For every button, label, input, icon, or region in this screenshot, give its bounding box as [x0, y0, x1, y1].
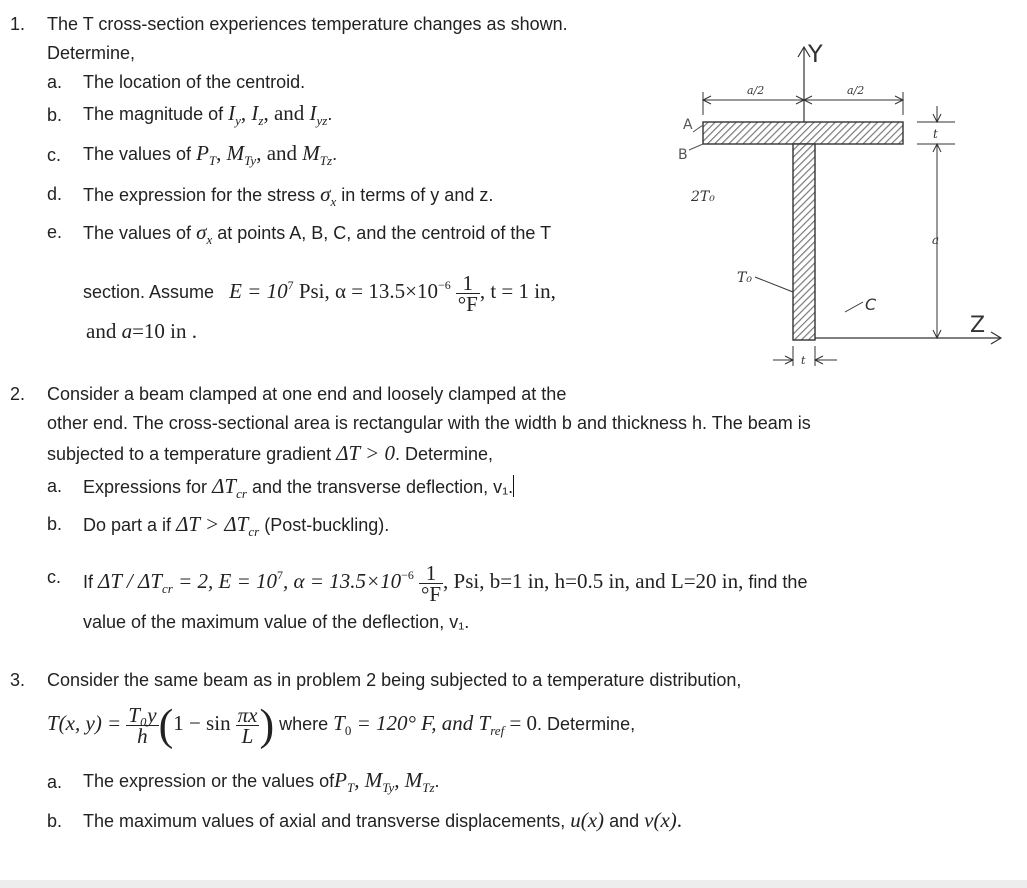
bottom-scroll-bar[interactable]	[0, 880, 1027, 888]
label-b-point: B	[678, 147, 688, 163]
p1-c-label: c.	[47, 145, 62, 165]
label-c-point: C	[865, 295, 877, 314]
p1-d-label: d.	[47, 184, 63, 204]
problem-1-intro: The T cross-section experiences temperature changes as shown.	[47, 14, 568, 34]
p2-a-label: a.	[47, 476, 63, 496]
text-caret	[513, 475, 514, 497]
p2-b-text: Do part a if $\Delta T > \Delta T_{cr}$ (Post-buckling).	[83, 512, 390, 539]
problem-1-number: 1.	[10, 14, 26, 34]
p3-b-label: b.	[47, 811, 63, 831]
p2-a-text: Expressions for $\Delta T_{cr}$ and the transverse deflection, v₁.	[83, 474, 514, 501]
p2-c-line2: value of the maximum value of the deflection, v₁.	[83, 612, 470, 632]
p3-a-label: a.	[47, 772, 63, 792]
p1-e-assume: section. Assume $E = 10^7$ Psi, $\alpha = 13.5\times 10^{-6}$ $\frac{1}{^\circ F}$ , t = 1 in,	[83, 270, 556, 316]
label-t-top: t	[933, 127, 938, 141]
label-a-side: a	[932, 233, 940, 247]
p1-d-text: The expression for the stress $\sigma_x$ in terms of y and z.	[83, 182, 494, 209]
p1-b-text: The magnitude of $I_y$, $I_z$, and $I_{yz}$.	[83, 101, 333, 128]
problem-1-determine: Determine,	[47, 43, 136, 63]
p1-e-a: and a=10 in .	[86, 319, 198, 343]
problem-3-line1: Consider the same beam as in problem 2 being subjected to a temperature distribution,	[47, 670, 742, 690]
p2-c-text: If $\Delta T / \Delta T_{cr} = 2$, $E = 10^7$, $\alpha = 13.5\times 10^{-6}$ $\frac{1}{^\circ F}$ , Psi, b=1 in, h=0.5 in, and L=20 in, find the	[83, 560, 808, 606]
p2-c-label: c.	[47, 567, 62, 587]
p3-a-text: The expression or the values ofP$_T$, $M_{Ty}$, $M_{Tz}$.	[83, 768, 440, 795]
t-flange	[703, 122, 903, 144]
problem-2-line1: Consider a beam clamped at one end and loosely clamped at the	[47, 384, 567, 404]
problem-2-line2: other end. The cross-sectional area is rectangular with the width b and thickness h. The beam is	[47, 413, 811, 433]
label-t0: T₀	[737, 270, 752, 286]
p1-a-label: a.	[47, 72, 63, 92]
label-t-bottom: t	[801, 354, 806, 367]
p3-b-text: The maximum values of axial and transverse displacements, u(x) and v(x).	[83, 808, 683, 832]
label-a-point: A	[683, 117, 693, 133]
p1-b-label: b.	[47, 105, 63, 125]
problem-3-equation: T(x, y) = $\frac{\text{T₀y}}{h}$ (1 − sin $\frac{\pi x}{L}$ ) where $T_0 = 120^\circ$ F, and $T_{ref} = 0$. Determine,	[47, 700, 636, 750]
problem-2-line3: subjected to a temperature gradient ΔT > 0. Determine,	[47, 441, 494, 465]
p1-e-label: e.	[47, 222, 63, 242]
label-a2-right: a/2	[847, 84, 865, 97]
problem-2-number: 2.	[10, 384, 26, 404]
problem-3-number: 3.	[10, 670, 26, 690]
label-2t0: 2T₀	[691, 189, 715, 205]
t-section-figure	[665, 30, 1020, 375]
p1-c-text: The values of $P_T$, $M_{Ty}$, and $M_{Tz}$.	[83, 141, 338, 168]
label-y: Y	[808, 40, 823, 68]
label-a2-left: a/2	[747, 84, 765, 97]
p1-a-text: The location of the centroid.	[83, 72, 306, 92]
label-z: Z	[970, 313, 986, 338]
t-web	[793, 144, 815, 340]
p1-e-text: The values of $\sigma_x$ at points A, B, C, and the centroid of the T	[83, 220, 552, 247]
p2-b-label: b.	[47, 514, 63, 534]
